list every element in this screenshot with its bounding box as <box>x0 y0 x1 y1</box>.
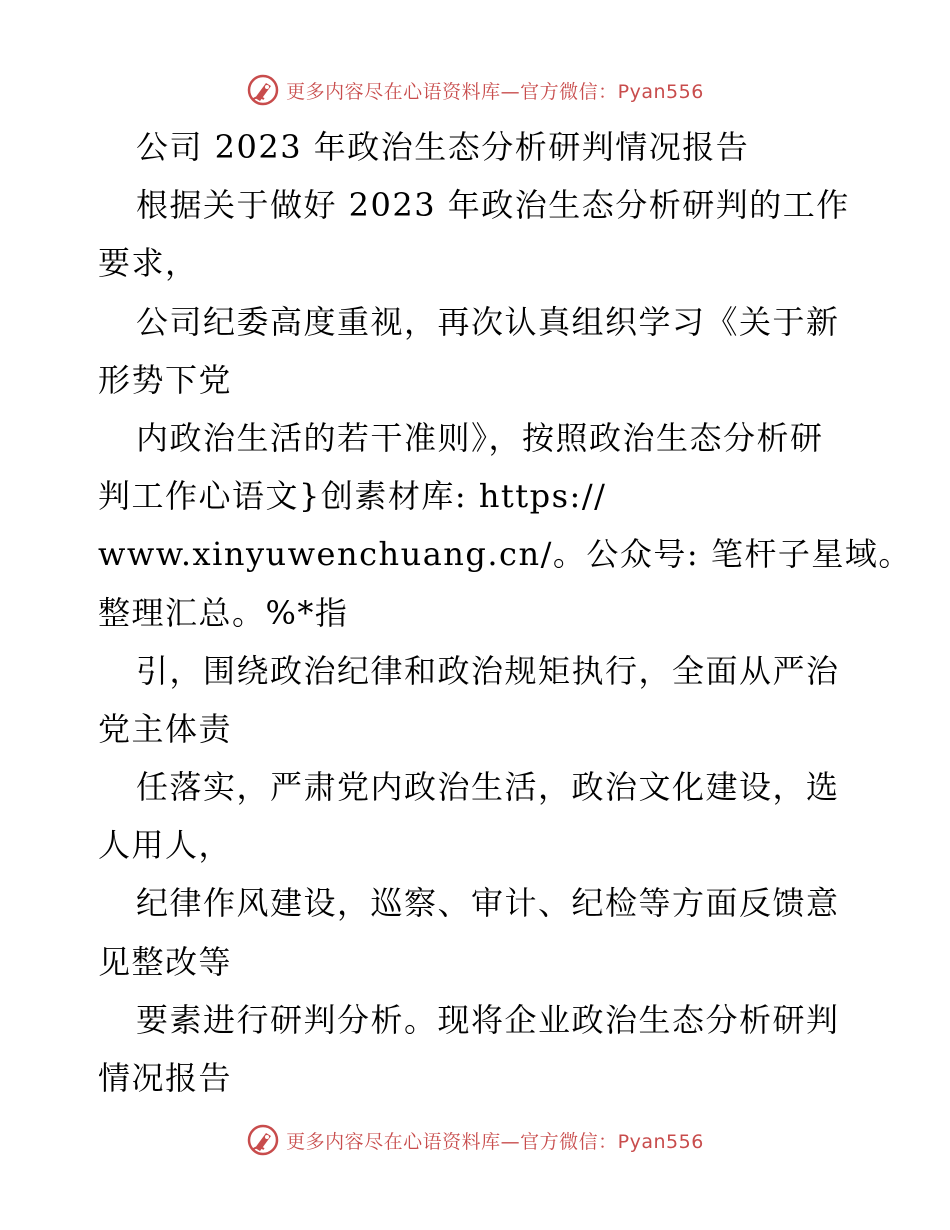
paragraph-line: 党主体责 <box>98 709 233 748</box>
paragraph-line: 任落实，严肃党内政治生活，政治文化建设，选 <box>136 768 840 807</box>
paragraph-line: 内政治生活的若干准则》，按照政治生态分析研 <box>136 418 824 457</box>
paragraph-line: www.xinyuwenchuang.cn/。公众号: 笔杆子星域。 <box>98 535 912 574</box>
footer-watermark-banner <box>0 1120 950 1160</box>
watermark-text: 更多内容尽在心语资料库—官方微信：Pyan556 <box>286 80 704 103</box>
paragraph-line: 引，围绕政治纪律和政治规矩执行，全面从严治 <box>136 651 840 690</box>
header-watermark-banner <box>0 70 950 110</box>
paragraph-line: 整理汇总。%*指 <box>98 593 349 632</box>
document-title: 公司 2023 年政治生态分析研判情况报告 <box>136 128 750 166</box>
paragraph-line: 见整改等 <box>98 942 233 981</box>
pen-nib-logo-icon <box>246 73 280 107</box>
paragraph-line: 情况报告 <box>98 1059 233 1097</box>
watermark-text: 更多内容尽在心语资料库—官方微信：Pyan556 <box>286 1130 704 1153</box>
paragraph-line: 形势下党 <box>98 360 233 399</box>
paragraph-line: 要求， <box>98 244 199 283</box>
paragraph-line: 公司纪委高度重视，再次认真组织学习《关于新 <box>136 302 840 341</box>
paragraph-line: 纪律作风建设，巡察、审计、纪检等方面反馈意 <box>136 884 840 923</box>
paragraph-line: 人用人， <box>98 826 233 865</box>
paragraph-line: 判工作心语文}创素材库: https:// <box>98 477 607 516</box>
paragraph-line: 根据关于做好 2023 年政治生态分析研判的工作 <box>136 186 850 225</box>
paragraph-line: 要素进行研判分析。现将企业政治生态分析研判 <box>136 1000 840 1039</box>
document-body <box>98 118 912 1107</box>
pen-nib-logo-icon <box>246 1123 280 1157</box>
